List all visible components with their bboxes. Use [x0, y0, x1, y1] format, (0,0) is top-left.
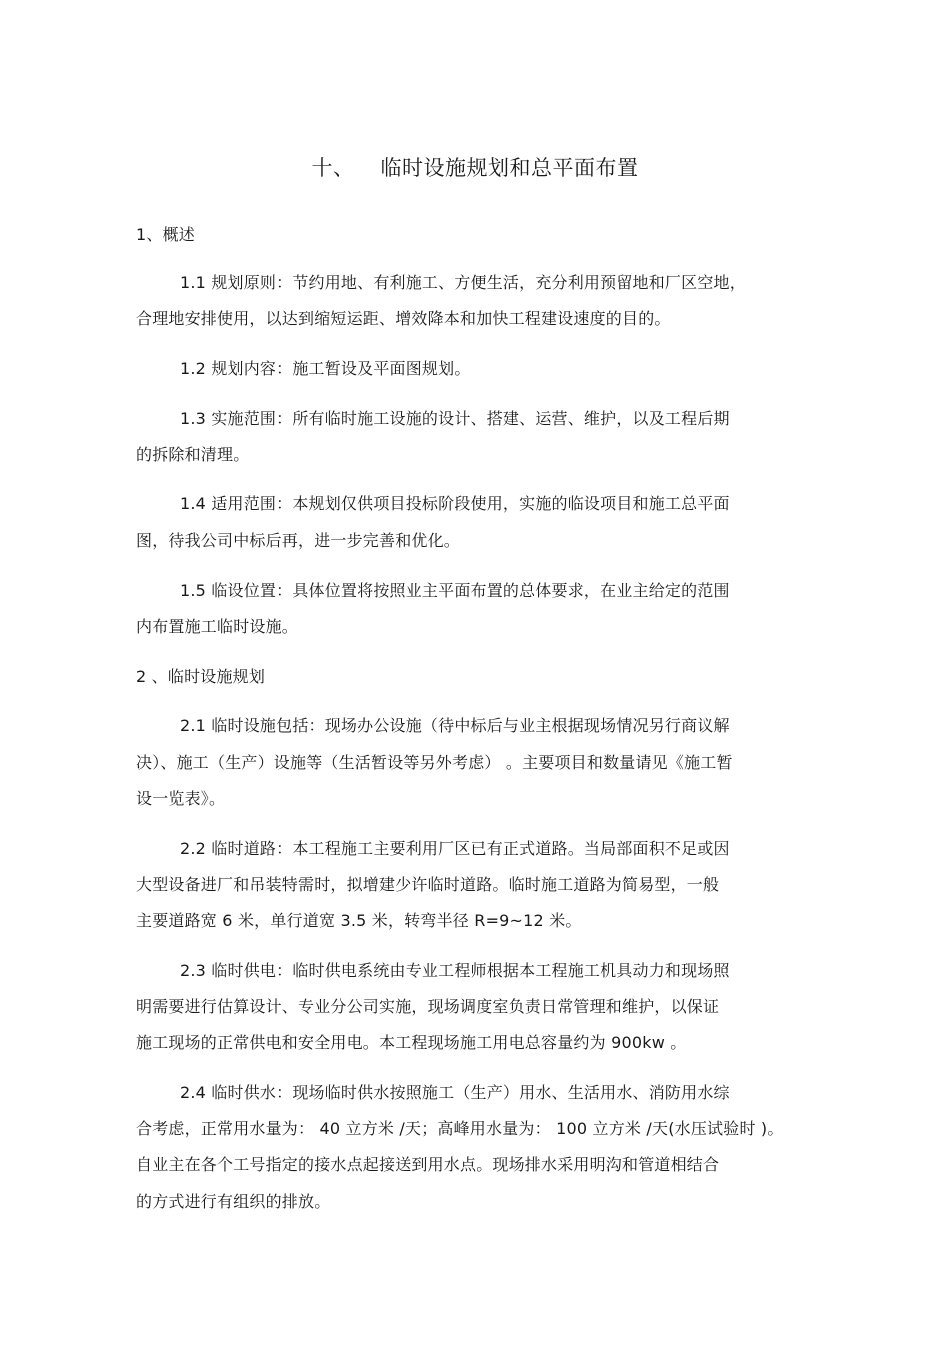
paragraph-line: 2.1 临时设施包括：现场办公设施（待中标后与业主根据现场情况另行商议解 — [180, 716, 730, 735]
paragraph-line: 1.2 规划内容：施工暂设及平面图规划。 — [180, 359, 471, 378]
section-number: 十、 — [311, 156, 355, 180]
paragraph-line: 1.1 规划原则：节约用地、有利施工、方便生活，充分利用预留地和厂区空地， — [180, 273, 746, 292]
paragraph-line: 1.5 临设位置：具体位置将按照业主平面布置的总体要求，在业主给定的范围 — [180, 581, 730, 600]
heading-temporary-facilities: 2 、临时设施规划 — [136, 667, 266, 686]
paragraph-line: 大型设备进厂和吊装特需时，拟增建少许临时道路。临时施工道路为简易型，一般 — [136, 875, 720, 894]
paragraph-line: 的拆除和清理。 — [136, 445, 250, 464]
paragraph-line: 的方式进行有组织的排放。 — [136, 1192, 331, 1211]
paragraph-line: 图，待我公司中标后再，进一步完善和优化。 — [136, 531, 461, 550]
paragraph-line: 自业主在各个工号指定的接水点起接送到用水点。现场排水采用明沟和管道相结合 — [136, 1155, 720, 1174]
paragraph-line: 主要道路宽 6 米，单行道宽 3.5 米，转弯半径 R=9~12 米。 — [136, 911, 582, 930]
section-title — [0, 152, 950, 182]
paragraph-line: 设一览表》。 — [136, 789, 226, 808]
paragraph-line: 施工现场的正常供电和安全用电。本工程现场施工用电总容量约为 900kw 。 — [136, 1033, 687, 1052]
paragraph-line: 明需要进行估算设计、专业分公司实施，现场调度室负责日常管理和维护，以保证 — [136, 997, 720, 1016]
section-title-text: 临时设施规划和总平面布置 — [380, 156, 639, 180]
paragraph-line: 1.3 实施范围：所有临时施工设施的设计、搭建、运营、维护，以及工程后期 — [180, 409, 730, 428]
paragraph-line: 2.2 临时道路：本工程施工主要利用厂区已有正式道路。当局部面积不足或因 — [180, 839, 730, 858]
paragraph-line: 内布置施工临时设施。 — [136, 617, 299, 636]
paragraph-line: 2.4 临时供水：现场临时供水按照施工（生产）用水、生活用水、消防用水综 — [180, 1083, 730, 1102]
paragraph-line: 合考虑，正常用水量为： 40 立方米 /天；高峰用水量为： 100 立方米 /天(水压试验时 )。 — [136, 1119, 784, 1138]
paragraph-line: 决）、施工（生产）设施等（生活暂设等另外考虑） 。主要项目和数量请见《施工暂 — [136, 753, 733, 772]
paragraph-line: 2.3 临时供电：临时供电系统由专业工程师根据本工程施工机具动力和现场照 — [180, 961, 730, 980]
heading-overview: 1、概述 — [136, 225, 195, 244]
paragraph-line: 1.4 适用范围：本规划仅供项目投标阶段使用，实施的临设项目和施工总平面 — [180, 494, 730, 513]
paragraph-line: 合理地安排使用，以达到缩短运距、增效降本和加快工程建设速度的目的。 — [136, 309, 671, 328]
